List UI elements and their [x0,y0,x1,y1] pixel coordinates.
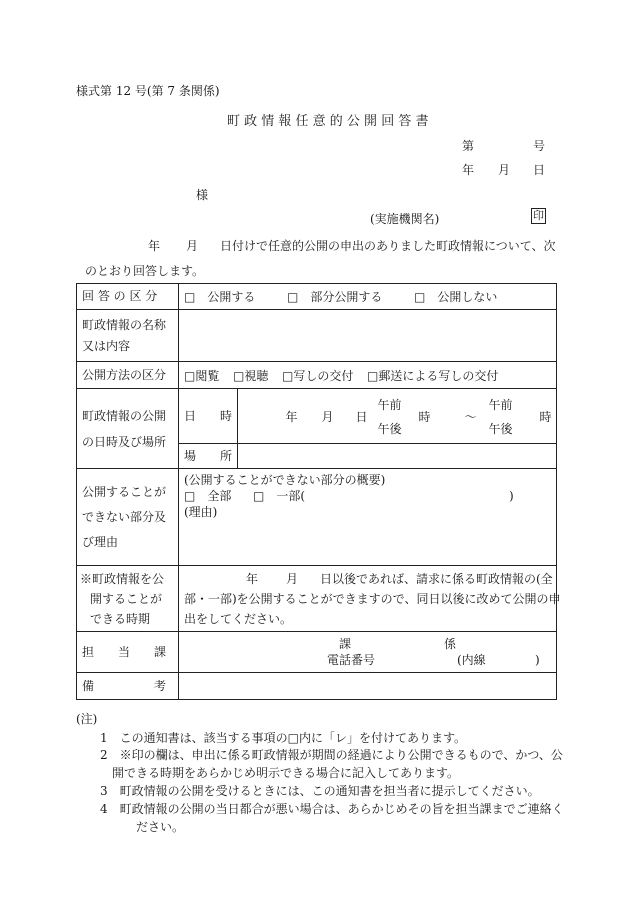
non-disclosure-reason: (理由) [184,505,218,519]
datetime-place-inner [179,389,556,468]
non-disclosure-summary-heading: (公開することができない部分の概要) [184,473,386,487]
option-part[interactable]: □ 一部( [253,489,306,503]
future-disclosure-content[interactable] [179,566,561,632]
answer-table [76,283,561,700]
intro-line1: 日付けで任意的公開の申出のありました町政情報について、次 [220,239,556,253]
seal-mark: 印 [533,209,544,222]
option-viewing[interactable]: □閲覧 [184,368,220,383]
future-disclosure-label [77,566,179,632]
answer-category-options [179,284,557,310]
contact-content[interactable] [179,632,557,673]
option-copy[interactable]: □写しの交付 [282,368,354,383]
row-info-name [77,310,557,362]
date-month: 月 [498,163,511,177]
note-1: 1 この通知書は、該当する事項の□内に「レ」を付けてあります。 [100,731,467,745]
note-3: 3 町政情報の公開を受けるときには、この通知書を担当者に提示してください。 [100,784,540,798]
contact-kakari: 係 [444,637,457,651]
remarks-field[interactable] [179,673,557,700]
intro-month: 月 [186,239,199,253]
future-month: 月 [286,571,299,586]
date-day: 日 [533,163,546,177]
dt-tilde: ～ [464,410,477,424]
method-options [179,362,557,389]
future-label-line3: できる時期 [90,611,151,626]
non-disclosure-label [77,469,179,566]
answer-category-label: 回 答 の 区 分 [77,284,179,310]
contact-extension-close: ) [535,653,540,667]
document-title: 町 政 情 報 任 意 的 公 開 回 答 書 [227,114,429,129]
dt-day: 日 [355,410,368,424]
form-number: 様式第 12 号(第 7 条関係) [76,84,220,98]
intro-year: 年 [148,239,161,253]
row-contact [77,632,557,673]
part-close-paren: ) [509,489,514,503]
row-non-disclosure [77,469,557,566]
date-year: 年 [462,163,475,177]
number-go: 号 [533,139,546,153]
place-field[interactable] [237,443,556,468]
agency-name: (実施機関名) [370,212,440,226]
future-year: 年 [246,571,259,586]
future-label-line2: 開することが [90,591,163,606]
remarks-label: 備 考 [77,673,179,700]
place-label: 場 所 [179,443,237,468]
note-4-cont: ださい。 [136,820,185,834]
dt-hour-1: 時 [418,410,431,424]
info-name-label-line2: 又は内容 [82,338,131,353]
info-name-label [77,310,179,362]
non-disclosure-label-line3: び理由 [82,534,119,549]
info-name-field[interactable] [179,310,557,362]
dt-pm-2: 午後 [488,422,513,436]
dt-year: 年 [285,410,298,424]
dt-am-2: 午前 [488,398,513,412]
option-partial-disclose[interactable]: □ 部分公開する [287,290,383,304]
non-disclosure-content[interactable] [179,469,557,566]
number-dai: 第 [462,139,475,153]
addressee-sama: 様 [196,188,209,202]
option-listening[interactable]: □視聴 [233,368,269,383]
future-line1: 日以後であれば、請求に係る町政情報の(全 [320,571,553,586]
datetime-place-label-line1: 町政情報の公開 [82,408,167,423]
option-disclose[interactable]: □ 公開する [184,290,256,304]
option-not-disclose[interactable]: □ 公開しない [414,290,498,304]
row-method [77,362,557,389]
row-answer-category [77,284,557,310]
dt-hour-2: 時 [539,410,552,424]
seal-icon [531,208,546,224]
info-name-label-line1: 町政情報の名称 [82,317,167,332]
row-remarks [77,673,557,700]
row-datetime-place [77,389,557,469]
contact-ka: 課 [339,637,352,651]
notes-heading: (注) [76,712,98,726]
method-label: 公開方法の区分 [77,362,179,389]
datetime-place-label [77,389,179,469]
intro-line2: のとおり回答します。 [85,264,205,278]
option-all[interactable]: □ 全部 [184,489,232,503]
non-disclosure-label-line1: 公開することが [82,484,167,499]
note-4: 4 町政情報の公開の当日都合が悪い場合は、あらかじめその旨を担当課までご連絡く [100,802,564,816]
datetime-place-cell [179,389,557,469]
dt-month: 月 [321,410,334,424]
note-2: 2 ※印の欄は、申出に係る町政情報が期間の経過により公開できるもので、かつ、公 [100,748,563,762]
datetime-place-label-line2: の日時及び場所 [82,434,167,449]
row-future-disclosure [77,566,557,632]
dt-am-1: 午前 [377,398,402,412]
datetime-field[interactable] [237,389,556,443]
future-label-line1: ※町政情報を公 [80,571,165,586]
future-line3: 出をしてください。 [184,611,293,626]
option-mail-copy[interactable]: □郵送による写しの交付 [367,368,499,383]
future-line2: 部・一部)を公開することができますので、同日以後に改めて公開の申 [184,591,561,606]
note-2-cont: 開できる時期をあらかじめ明示できる場合に記入してあります。 [112,766,460,780]
non-disclosure-label-line2: できない部分及 [82,509,167,524]
datetime-label: 日 時 [179,389,237,443]
contact-label: 担 当 課 [77,632,179,673]
contact-phone: 電話番号 [327,653,376,667]
dt-pm-1: 午後 [377,422,402,436]
contact-extension-open: (内線 [457,653,486,667]
